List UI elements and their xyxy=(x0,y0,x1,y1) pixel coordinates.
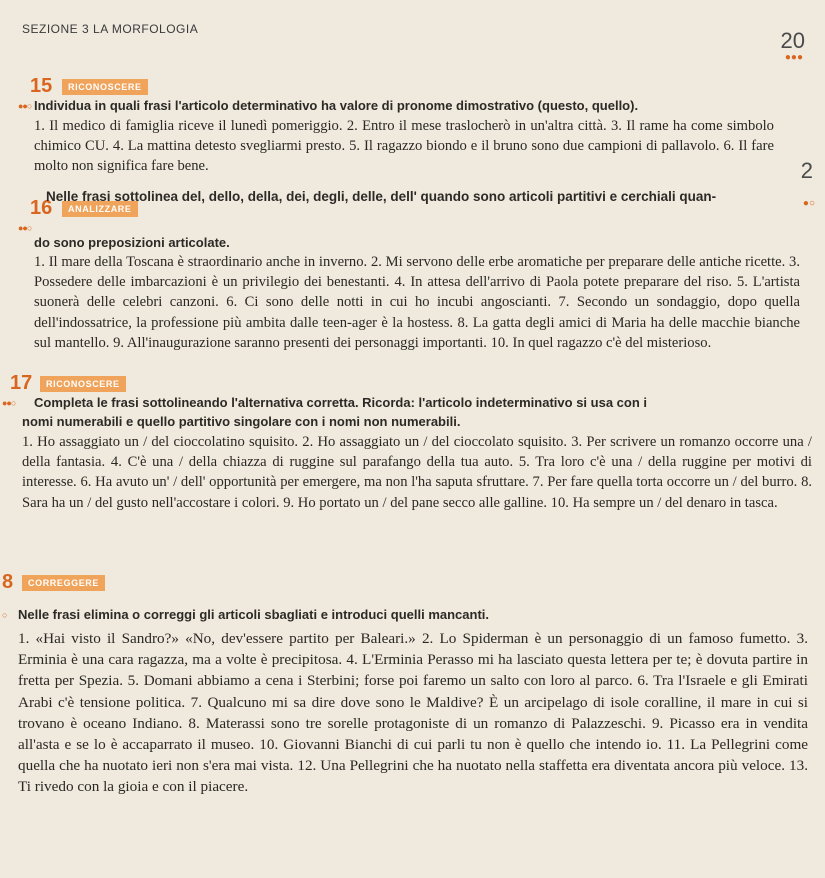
sentence: 10. In quel ragazzo c'è del misterioso. xyxy=(490,334,712,351)
sentence: 2. Mi servono delle erbe aromatiche per preparare delle antiche ricette. xyxy=(370,254,786,270)
sentence: 4. C'è una / della chiazza di ruggine sul parafango della tua auto. xyxy=(110,454,514,471)
sentence: 3. Erminia è una cara ragazza, ma a volte è precipitosa. xyxy=(18,630,809,669)
sentence: 6. Ci sono delle notti in cui ho incubi angoscianti. xyxy=(226,294,552,311)
exercise-instruction: Nelle frasi elimina o correggi gli articoli sbagliati e introduci quelli mancanti. xyxy=(18,607,490,622)
sentence: 5. Domani abbiamo a cena i Sterbini; forse poi faremo un salto con loro al parco. xyxy=(127,672,633,690)
exercise-instruction: Individua in quali frasi l'articolo determinativo ha valore di pronome dimostrativo (questo, quello). xyxy=(34,98,639,113)
exercise-number: 8 xyxy=(2,571,14,593)
sentence: 6. Tra l'Israele e gli Emirati Arabi c'è tensione politica. xyxy=(18,672,808,711)
sentence: 4. L'Erminia Perasso mi ha lasciato questa lettera per te; è dovuta partire in fretta per Spezia. xyxy=(18,651,809,690)
exercise-sentences xyxy=(22,432,812,513)
difficulty-dots: ○ xyxy=(2,610,7,620)
sentence: 7. Per fare quella torta occorre un / del burro. xyxy=(532,474,798,491)
sentence: 3. Il rame ha come simbolo chimico CU. xyxy=(34,118,774,155)
exercise-sentences xyxy=(34,116,774,177)
sentence: 1. Il mare della Toscana è straordinario anche in inverno. xyxy=(34,254,368,270)
sentence: 9. All'inaugurazione saranno presenti dei personaggi importanti. xyxy=(113,334,487,351)
exercise-sentences xyxy=(34,252,800,353)
difficulty-dots: ●●○ xyxy=(18,223,32,233)
exercise-instruction: Nelle frasi sottolinea del, dello, della, dei, degli, delle, dell' quando sono articoli partitivi e cerchiali quan- xyxy=(46,189,717,204)
margin-number: 2 xyxy=(800,158,813,183)
sentence: 11. La Pellegrini come quella che ha nuotato ieri non s'era mai vista. xyxy=(18,736,809,775)
exercise-tag: RICONOSCERE xyxy=(62,79,148,95)
sentence: 3. Possedere delle imbarcazioni è un privilegio dei benestanti. xyxy=(34,254,800,291)
sentence: 4. La mattina detesto svegliarmi presto. xyxy=(112,138,346,155)
difficulty-dots-2: ●○ xyxy=(802,198,815,209)
sentence: 8. La gatta degli amici di Maria ha delle macchie bianche sul mantello. xyxy=(34,314,800,351)
exercise-number: 15 xyxy=(30,75,53,97)
sentence: 9. Picasso era in vendita all'asta e se lo è accaparrato il museo. xyxy=(18,714,809,754)
section-header: SEZIONE 3 LA MORFOLOGIA xyxy=(22,22,199,36)
exercise-number: 17 xyxy=(10,372,33,394)
exercise-tag: CORREGGERE xyxy=(22,575,105,591)
sentence: 3. Per scrivere un romanzo occorre una / della fantasia. xyxy=(22,434,812,471)
exercise-instruction-cont: nomi numerabili e quello partitivo singolare con i nomi non numerabili. xyxy=(22,414,461,429)
exercise-instruction: Completa le frasi sottolineando l'alternativa corretta. Ricorda: l'articolo indeterminativo si usa con i xyxy=(34,395,647,410)
sentence: 10. Ha sempre un / del denaro in tasca. xyxy=(550,494,778,511)
sentence: 13. Ti rivedo con la gioia e con il piacere. xyxy=(18,757,808,796)
page-number: 20 xyxy=(780,28,805,53)
sentence: 1. «Hai visto il Sandro?» «No, dev'essere partito per Baleari.» xyxy=(18,630,416,647)
difficulty-dots: ●●○ xyxy=(2,398,16,408)
sentence: 5. Il ragazzo biondo e il bruno sono due campioni di pallavolo. xyxy=(349,138,720,155)
exercise-number: 16 xyxy=(30,197,53,219)
exercise-instruction-cont: do sono preposizioni articolate. xyxy=(34,235,230,250)
exercise-tag: RICONOSCERE xyxy=(40,376,126,392)
exercise-tag: ANALIZZARE xyxy=(62,201,138,217)
sentence: 7. Secondo un sondaggio, dopo quella dell'indossatrice, la professione più ambita dalle teen-ager è la hostess. xyxy=(34,294,801,331)
sentence: 1. Ho assaggiato un / del cioccolatino squisito. xyxy=(22,434,299,450)
sentence: 10. Giovanni Bianchi di cui parli tu non è quello che intendo io. xyxy=(259,736,662,754)
sentence: 8. Sara ha un / del gusto nell'accostare i colori. xyxy=(22,474,813,511)
sentence: 9. Ho portato un / del pane secco alle galline. xyxy=(283,494,548,511)
sentence: 2. Entro il mese traslocherò in un'altra città. xyxy=(346,118,607,134)
sentence: 7. Qualcuno mi sa dire dove sono le Maldive? È un arcipelago di isole coralline, il mare in cui si trovano è oceano Indiano. xyxy=(18,693,808,732)
sentence: 6. Il fare molto non significa fare bene. xyxy=(34,138,774,175)
sentence: 5. Tra loro c'è una / della ruggine per motivi di interesse. xyxy=(22,454,812,491)
sentence: 4. In attesa dell'arrivo di Paola potete preparare del riso. xyxy=(394,274,733,291)
sentence: 8. Materassi sono tre sorelle protagoniste di un romanzo di Palazzeschi. xyxy=(188,714,646,732)
sentence: 2. Lo Spiderman è un personaggio di un famoso fumetto. xyxy=(421,630,791,647)
sentence: 12. Una Pellegrini che ha nuotato nella staffetta era diventata ancora più veloce. xyxy=(297,757,786,775)
sentence: 2. Ho assaggiato un / del cioccolato squisito. xyxy=(302,434,568,450)
difficulty-dots: ●●● xyxy=(784,52,803,63)
sentence: 6. Ha avuto un' / dell' opportunità per emergere, ma non l'ha saputa sfruttare. xyxy=(80,474,529,491)
exercise-sentences xyxy=(18,628,808,798)
sentence: 5. L'artista suonerà delle celebri canzoni. xyxy=(34,274,800,311)
difficulty-dots: ●●○ xyxy=(18,101,32,111)
sentence: 1. Il medico di famiglia riceve il lunedì pomeriggio. xyxy=(34,118,343,134)
